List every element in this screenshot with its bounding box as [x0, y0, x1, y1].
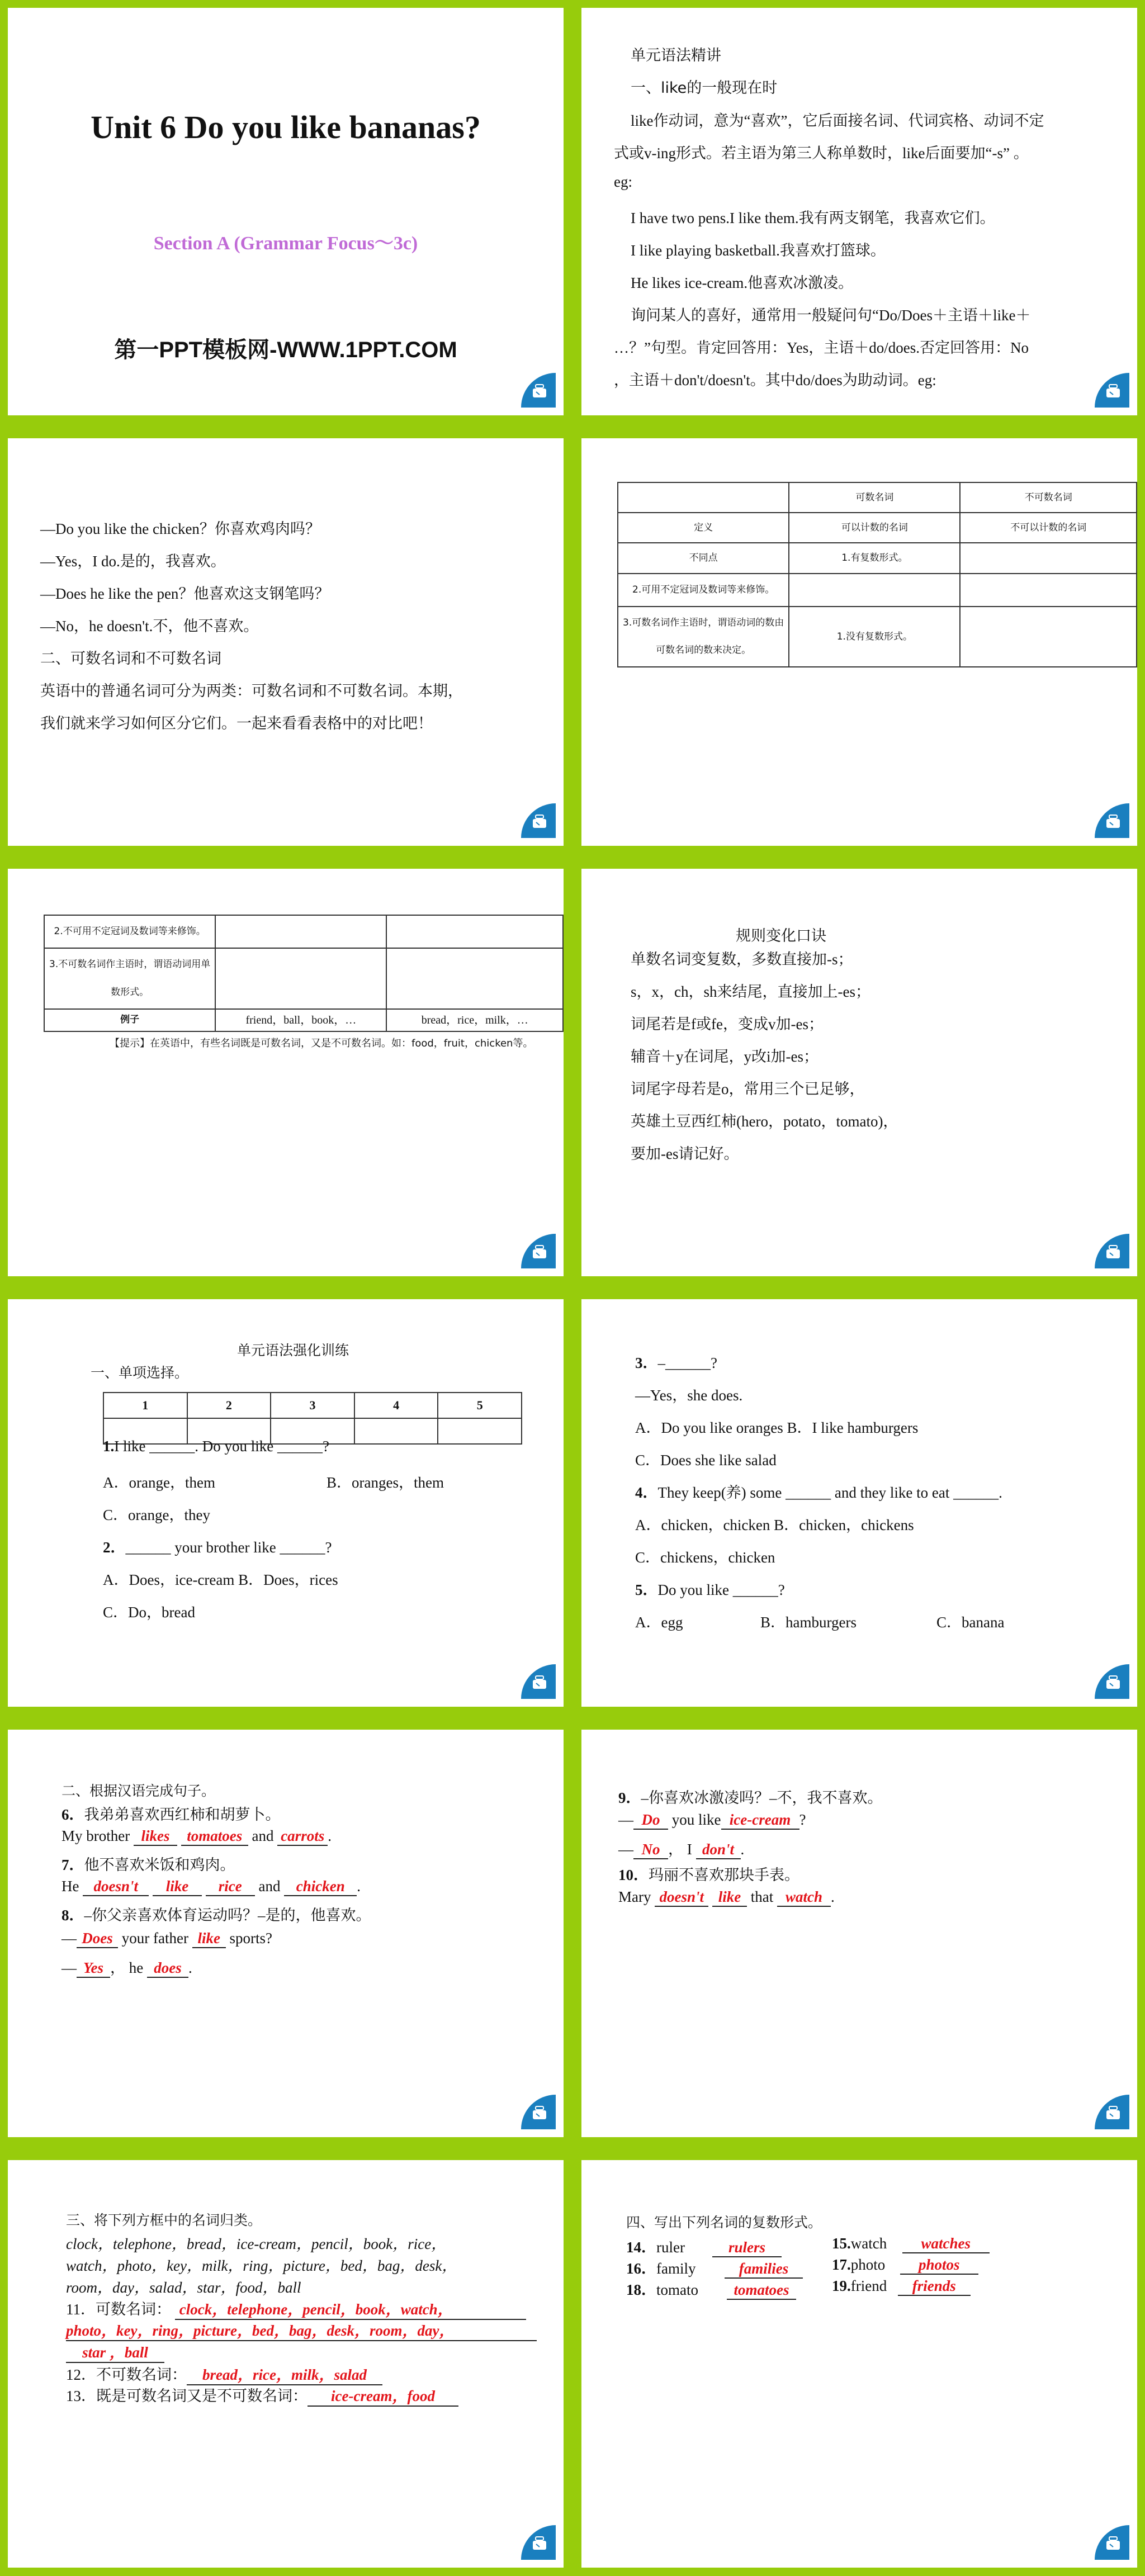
- paragraph-line: 我们就来学习如何区分它们。一起来看看表格中的对比吧！: [40, 715, 433, 732]
- table-cell: 2.不可用不定冠词及数词等来修饰。: [44, 915, 215, 948]
- table-cell: 2.可用不定冠词及数词等来修饰。: [618, 574, 789, 607]
- ink-bottle-icon: [1095, 2525, 1129, 2560]
- question-3: [635, 1351, 717, 1372]
- plural-item: [626, 2256, 803, 2279]
- question-number: 5．: [635, 1581, 658, 1598]
- answer-blank[interactable]: Do: [641, 1811, 660, 1828]
- table-cell: 定义: [618, 513, 789, 543]
- question-number: 4．: [635, 1484, 658, 1501]
- text-line: eg:: [614, 173, 632, 190]
- ink-bottle-icon: [521, 1664, 556, 1699]
- q11-line: [66, 2297, 526, 2320]
- table-cell: bread，rice，milk，…: [386, 1009, 563, 1031]
- answer-blank[interactable]: doesn't: [93, 1878, 138, 1895]
- table-cell: [215, 948, 386, 1009]
- answer-blank[interactable]: doesn't: [659, 1888, 704, 1905]
- question-stem: –______?: [657, 1355, 717, 1371]
- example-line: I like playing basketball.我喜欢打篮球。: [631, 242, 886, 259]
- item-number: 8．: [61, 1907, 84, 1924]
- question-stem: I like ______. Do you like ______?: [114, 1438, 329, 1455]
- answer-blank[interactable]: clock，telephone，pencil，book，watch，: [179, 2301, 453, 2318]
- table-row: [618, 574, 1137, 607]
- table-cell: 1.没有复数形式。: [789, 607, 960, 667]
- table-cell: [789, 574, 960, 607]
- ink-bottle-icon: [1095, 803, 1129, 838]
- option-ab[interactable]: A．Do you like oranges B．I like hamburgers: [635, 1419, 919, 1436]
- q12-line: [66, 2362, 382, 2385]
- answer-blank[interactable]: friends: [912, 2277, 956, 2294]
- question-number: 3．: [635, 1355, 658, 1371]
- item-number: 7．: [61, 1857, 84, 1873]
- item-number: 14．: [626, 2239, 656, 2256]
- answer-blank[interactable]: watch: [785, 1888, 822, 1905]
- item-prompt: [618, 1786, 883, 1807]
- slide-5-noun-table-cont: [8, 869, 564, 1276]
- dialogue-line: —Yes，I do.是的，我喜欢。: [40, 553, 226, 570]
- table-header-row: [618, 482, 1137, 513]
- answer-blank[interactable]: Does: [82, 1930, 113, 1947]
- answer-blank[interactable]: carrots: [281, 1827, 325, 1844]
- option-c[interactable]: C．Does she like salad: [635, 1452, 777, 1469]
- tip-note: 【提示】在英语中，有些名词既是可数名词，又是不可数名词。如：food，fruit，chicken等。: [110, 1038, 533, 1049]
- ink-bottle-icon: [521, 803, 556, 838]
- question-5: [635, 1578, 785, 1599]
- sentence-text: ?: [799, 1811, 806, 1828]
- dash: —: [618, 1811, 633, 1828]
- rhyme-line: 词尾若是f或fe，变成v加-es；: [631, 1016, 824, 1033]
- table-cell: [960, 543, 1137, 573]
- question-4: [635, 1480, 1002, 1502]
- question-stem: ______ your brother like ______?: [125, 1539, 332, 1556]
- slide-12-plural-forms: [581, 2160, 1137, 2568]
- example-line: He likes ice-cream.他喜欢冰激凌。: [631, 274, 854, 291]
- chinese-prompt: –你喜欢冰激凌吗？–不，我不喜欢。: [641, 1789, 883, 1806]
- answer-grid: [103, 1392, 522, 1445]
- question-label: 13．既是可数名词又是不可数名词：: [66, 2388, 307, 2404]
- answer-blank[interactable]: likes: [141, 1827, 170, 1844]
- example-line: I have two pens.I like them.我有两支钢笔，我喜欢它们。: [631, 210, 995, 226]
- answer-line: [61, 1955, 192, 1978]
- q11-line: [66, 2340, 164, 2363]
- section-heading: 二、根据汉语完成句子。: [61, 1783, 216, 1799]
- plural-item: [626, 2235, 782, 2257]
- slide-11-classify-nouns: [8, 2160, 564, 2568]
- answer-blank[interactable]: star ，ball: [82, 2344, 148, 2361]
- table-cell: 不可以计数的名词: [960, 513, 1137, 543]
- chinese-prompt: 玛丽不喜欢那块手表。: [649, 1867, 799, 1883]
- answer-line: [61, 1930, 272, 1948]
- item-number: 16．: [626, 2260, 656, 2277]
- dialogue-line: —No，he doesn't.不，他不喜欢。: [40, 618, 259, 634]
- rhyme-line: 要加-es请记好。: [631, 1145, 739, 1162]
- answer-blank[interactable]: tomatoes: [734, 2281, 789, 2298]
- slide-6-plural-rhyme: [581, 869, 1137, 1276]
- section-heading: 二、可数名词和不可数名词: [40, 650, 221, 667]
- sentence-text: sports?: [229, 1930, 272, 1947]
- table-cell: 3.可数名词作主语时，谓语动词的数由可数名词的数来决定。: [618, 607, 789, 667]
- ink-bottle-icon: [1095, 2095, 1129, 2129]
- singular-word: photo: [850, 2256, 886, 2273]
- table-header-countable: 可数名词: [789, 482, 960, 513]
- word-list-line: room，day，salad，star，food，ball: [66, 2279, 301, 2296]
- q13-line: [66, 2384, 458, 2407]
- section-subtitle: Section A (Grammar Focus～3c): [153, 233, 418, 254]
- item-number: 9．: [618, 1789, 641, 1806]
- table-cell: [386, 915, 563, 948]
- item-number: 6．: [61, 1806, 84, 1823]
- answer-line: My brother likes tomatoes and carrots .: [61, 1827, 332, 1846]
- question-reply: —Yes，she does.: [635, 1387, 743, 1404]
- answer-blank[interactable]: bread，rice，milk，salad: [202, 2366, 367, 2383]
- brand-watermark: 第一PPT模板网-WWW.1PPT.COM: [114, 338, 457, 362]
- word-list-line: clock，telephone，bread，ice-cream，pencil，book，rice，: [66, 2236, 447, 2252]
- option-ab[interactable]: A．Does，ice-cream B．Does，rices: [103, 1571, 338, 1588]
- answer-grid-header: 2: [187, 1393, 271, 1418]
- sentence-text: ， he: [110, 1959, 144, 1976]
- item-number: 18．: [626, 2281, 656, 2298]
- answer-blank[interactable]: Yes: [83, 1959, 103, 1976]
- sentence-text: .: [740, 1841, 745, 1858]
- rhyme-line: s，x，ch，sh来结尾，直接加上-es；: [631, 983, 870, 1000]
- section-heading: 三、将下列方框中的名词归类。: [66, 2212, 262, 2228]
- question-label: 12．不可数名词：: [66, 2366, 187, 2383]
- dash: —: [61, 1959, 77, 1976]
- slide-heading: 规则变化口诀: [736, 927, 826, 945]
- ink-bottle-icon: [521, 373, 556, 408]
- dash: —: [618, 1841, 633, 1858]
- ink-bottle-icon: [521, 1234, 556, 1268]
- answer-line: Mary doesn't like that watch .: [618, 1888, 835, 1907]
- text-line: ，主语＋don't/doesn't。其中do/does为助动词。eg:: [614, 372, 936, 389]
- question-stem: They keep(养) some ______ and they like to eat ______.: [657, 1484, 1002, 1501]
- table-cell: [386, 948, 563, 1009]
- item-prompt: [618, 1863, 799, 1884]
- unit-title: Unit 6 Do you like bananas?: [91, 109, 481, 145]
- ink-bottle-icon: [1095, 1664, 1129, 1699]
- answer-blank[interactable]: families: [739, 2260, 789, 2277]
- slide-10-sentence-completion-cont: [581, 1730, 1137, 2137]
- singular-word: watch: [850, 2235, 887, 2252]
- answer-grid-header: 5: [438, 1393, 522, 1418]
- sentence-text: My brother: [61, 1827, 130, 1844]
- plural-item: [832, 2235, 990, 2253]
- table-cell: [960, 607, 1137, 667]
- option-c[interactable]: C．Do，bread: [103, 1604, 195, 1621]
- answer-blank[interactable]: tomatoes: [187, 1827, 243, 1844]
- answer-blank[interactable]: like: [718, 1888, 741, 1905]
- option-a[interactable]: A．egg: [635, 1614, 683, 1631]
- ink-bottle-icon: [1095, 1234, 1129, 1268]
- question-2: [103, 1535, 332, 1557]
- answer-blank[interactable]: like: [197, 1930, 220, 1947]
- ink-bottle-icon: [1095, 373, 1129, 408]
- answer-grid-header: 1: [103, 1393, 187, 1418]
- item-number: 19.: [832, 2277, 851, 2294]
- answer-blank[interactable]: ice-cream，food: [331, 2388, 435, 2404]
- option-a[interactable]: A．orange，them: [103, 1474, 215, 1491]
- question-stem: Do you like ______?: [657, 1581, 785, 1598]
- slide-9-sentence-completion: [8, 1730, 564, 2137]
- sentence-text: .: [188, 1959, 192, 1976]
- dialogue-line: —Do you like the chicken？你喜欢鸡肉吗？: [40, 520, 320, 537]
- table-header-uncountable: 不可数名词: [960, 482, 1137, 513]
- item-number: 15.: [832, 2235, 851, 2252]
- section-heading: 一、like的一般现在时: [631, 79, 778, 97]
- text-line: 询问某人的喜好，通常用一般疑问句“Do/Does＋主语＋like＋: [631, 307, 1031, 324]
- rhyme-line: 英雄土豆西红柿(hero，potato，tomato)，: [631, 1113, 898, 1130]
- sentence-text: Mary: [618, 1888, 651, 1905]
- sentence-text: your father: [121, 1930, 188, 1947]
- dash: —: [61, 1930, 77, 1947]
- item-number: 10．: [618, 1867, 649, 1883]
- sentence-text: and: [252, 1827, 274, 1844]
- table-cell: 例子: [44, 1009, 215, 1031]
- sentence-text: that: [750, 1888, 774, 1905]
- q11-line: [66, 2318, 537, 2341]
- slide-1-title: [8, 8, 564, 415]
- comparison-table: [617, 482, 1137, 667]
- text-line: …？”句型。肯定回答用：Yes，主语＋do/does.否定回答用：No: [614, 339, 1029, 356]
- answer-blank[interactable]: rulers: [728, 2239, 766, 2256]
- option-ab[interactable]: A．chicken，chicken B．chicken，chickens: [635, 1517, 914, 1533]
- answer-cell-4[interactable]: [354, 1418, 438, 1444]
- paragraph-line: 英语中的普通名词可分为两类：可数名词和不可数名词。本期，: [40, 683, 463, 699]
- option-b[interactable]: B．oranges，them: [327, 1474, 444, 1491]
- item-number: 17.: [832, 2256, 851, 2273]
- answer-line: [618, 1837, 744, 1859]
- sentence-text: He: [61, 1878, 79, 1895]
- word-list-line: watch，photo，key，milk，ring，picture，bed，bag，desk，: [66, 2257, 457, 2274]
- chinese-prompt: 他不喜欢米饭和鸡肉。: [84, 1857, 235, 1873]
- table-cell: [215, 915, 386, 948]
- item-prompt: [61, 1903, 371, 1925]
- singular-word: ruler: [656, 2239, 685, 2256]
- singular-word: tomato: [656, 2281, 698, 2298]
- sentence-text: ， I: [668, 1841, 692, 1858]
- slide-3-examples-nouns: [8, 438, 564, 846]
- question-number: 1.: [103, 1438, 115, 1455]
- plural-item: [832, 2256, 978, 2275]
- answer-grid-header: 3: [271, 1393, 354, 1418]
- answer-blank[interactable]: watches: [921, 2235, 971, 2252]
- slide-2-grammar-like: [581, 8, 1137, 415]
- question-number: 2．: [103, 1539, 126, 1556]
- table-row: [618, 607, 1137, 667]
- section-heading: 一、单项选择。: [91, 1365, 189, 1381]
- answer-blank[interactable]: rice: [218, 1878, 242, 1895]
- chinese-prompt: 我弟弟喜欢西红柿和胡萝卜。: [84, 1806, 281, 1823]
- answer-line: He doesn't like rice and chicken .: [61, 1878, 361, 1896]
- answer-blank[interactable]: photos: [918, 2256, 960, 2273]
- option-b[interactable]: B．hamburgers: [760, 1614, 857, 1631]
- answer-line: [618, 1811, 806, 1830]
- singular-word: family: [656, 2260, 696, 2277]
- dialogue-line: —Does he like the pen？他喜欢这支钢笔吗？: [40, 585, 330, 602]
- item-prompt: [61, 1802, 281, 1824]
- table-row-examples: [44, 1009, 563, 1031]
- answer-blank[interactable]: don't: [702, 1841, 735, 1858]
- slide-4-noun-table: [581, 438, 1137, 846]
- option-c[interactable]: C．orange，they: [103, 1507, 210, 1523]
- option-c[interactable]: C．banana: [936, 1614, 1005, 1631]
- comparison-table-continued: [44, 915, 564, 1032]
- table-cell: 可以计数的名词: [789, 513, 960, 543]
- table-cell: 不同点: [618, 543, 789, 573]
- table-cell: 1.有复数形式。: [789, 543, 960, 573]
- question-1: [103, 1438, 329, 1455]
- sentence-text: you like: [671, 1811, 721, 1828]
- question-label: 11．可数名词：: [66, 2301, 171, 2318]
- table-cell: 3.不可数名词作主语时，谓语动词用单数形式。: [44, 948, 215, 1009]
- rhyme-line: 词尾字母若是o，常用三个已足够，: [631, 1081, 865, 1097]
- slide-7-multiple-choice: [8, 1299, 564, 1707]
- table-row: [618, 513, 1137, 543]
- answer-blank[interactable]: chicken: [296, 1878, 345, 1895]
- answer-blank[interactable]: does: [154, 1959, 182, 1976]
- item-prompt: [61, 1853, 235, 1874]
- answer-grid-header: 4: [354, 1393, 438, 1418]
- table-cell: [618, 482, 789, 513]
- option-c[interactable]: C．chickens，chicken: [635, 1549, 775, 1566]
- slide-heading: 单元语法强化训练: [237, 1342, 349, 1358]
- answer-blank[interactable]: ice-cream: [729, 1811, 791, 1828]
- sentence-text: and: [258, 1878, 281, 1895]
- section-heading: 四、写出下列名词的复数形式。: [626, 2214, 822, 2231]
- table-cell: friend，ball，book，…: [215, 1009, 386, 1031]
- rhyme-line: 单数名词变复数，多数直接加-s；: [631, 951, 853, 968]
- answer-cell-5[interactable]: [438, 1418, 522, 1444]
- plural-item: [832, 2277, 971, 2296]
- text-line: 式或v-ing形式。若主语为第三人称单数时，like后面要加“-s” 。: [614, 145, 1029, 162]
- answer-blank[interactable]: photo，key，ring，picture，bed，bag，desk，room，day，: [66, 2322, 455, 2339]
- table-cell: [960, 574, 1137, 607]
- rhyme-line: 辅音＋y在词尾，y改i加-es；: [631, 1048, 818, 1065]
- table-row: [44, 915, 563, 948]
- slide-heading: 单元语法精讲: [631, 47, 721, 64]
- chinese-prompt: –你父亲喜欢体育运动吗？–是的，他喜欢。: [84, 1907, 371, 1924]
- answer-blank[interactable]: like: [165, 1878, 189, 1895]
- slide-8-multiple-choice-cont: [581, 1299, 1137, 1707]
- table-row: [44, 948, 563, 1009]
- text-line: like作动词，意为“喜欢”，它后面接名词、代词宾格、动词不定: [631, 112, 1044, 129]
- ink-bottle-icon: [521, 2525, 556, 2560]
- singular-word: friend: [850, 2277, 887, 2294]
- ink-bottle-icon: [521, 2095, 556, 2129]
- table-row: [618, 543, 1137, 573]
- plural-item: [626, 2277, 796, 2300]
- answer-blank[interactable]: No: [641, 1841, 660, 1858]
